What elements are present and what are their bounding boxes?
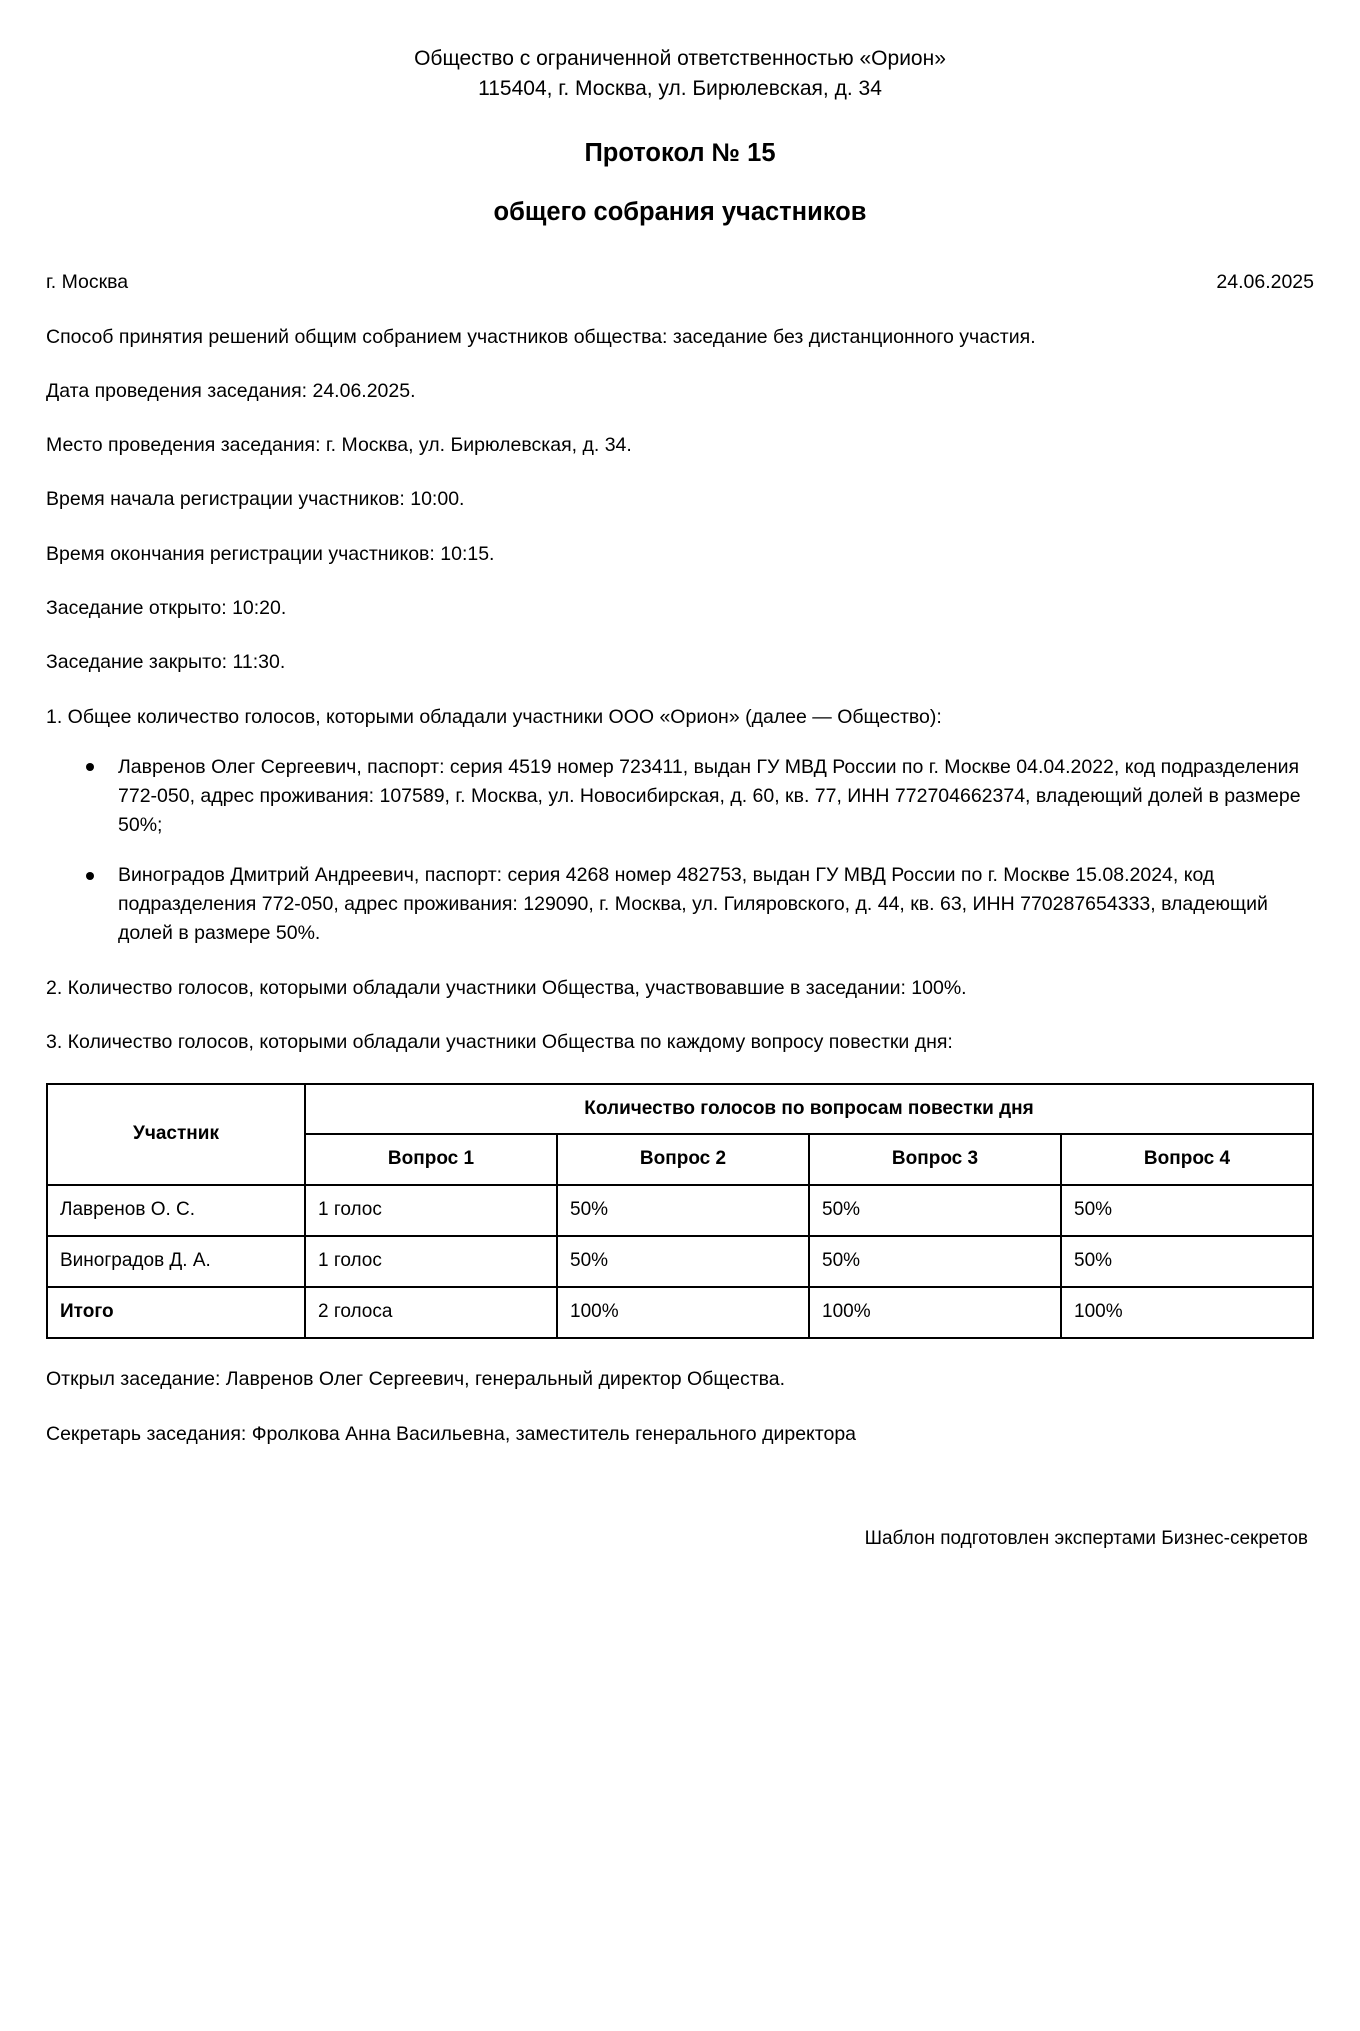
paragraph-opened-by: Открыл заседание: Лавренов Олег Сергеевич, генеральный директор Общества. [46, 1368, 786, 1391]
paragraph-item-2: 2. Количество голосов, которыми обладали участники Общества, участвовавшие в заседании: 100%. [46, 976, 967, 999]
cell-participant: Виноградов Д. А. [47, 1236, 305, 1287]
table-row-total [47, 1287, 1313, 1338]
table-row [47, 1236, 1313, 1287]
organization-address: 115404, г. Москва, ул. Бирюлевская, д. 34 [478, 76, 882, 100]
cell-q2: 50% [557, 1236, 809, 1287]
paragraph-session-opened: Заседание открыто: 10:20. [46, 597, 287, 620]
cell-q3: 50% [809, 1236, 1061, 1287]
paragraph-item-1: 1. Общее количество голосов, которыми обладали участники ООО «Орион» (далее — Общество): [46, 705, 942, 728]
cell-q4: 50% [1061, 1185, 1313, 1236]
document-subtitle: общего собрания участников [493, 198, 867, 227]
paragraph-meeting-place: Место проведения заседания: г. Москва, ул. Бирюлевская, д. 34. [46, 434, 632, 457]
cell-total-label: Итого [47, 1287, 305, 1338]
header-question-1: Вопрос 1 [305, 1134, 557, 1185]
member-details: Лавренов Олег Сергеевич, паспорт: серия 4519 номер 723411, выдан ГУ МВД России по г. Москве 04.04.2022, код подразделения 772-050, адрес проживания: 107589, г. Москва, ул. Новосибирская, д. 60, кв. 77, ИНН 772704662374, владеющий долей в размере 50%; [118, 755, 1301, 836]
header-question-2: Вопрос 2 [557, 1134, 809, 1185]
document-title: Протокол № 15 [584, 138, 776, 167]
bullet-icon [86, 763, 94, 771]
city-date-row [46, 269, 1314, 297]
votes-table [46, 1083, 1314, 1340]
cell-total-q1: 2 голоса [305, 1287, 557, 1338]
member-details: Виноградов Дмитрий Андреевич, паспорт: серия 4268 номер 482753, выдан ГУ МВД России по г. Москве 15.08.2024, код подразделения 772-050, адрес проживания: 129090, г. Москва, ул. Гиляровского, д. 44, кв. 63, ИНН 770287654333, владеющий долей в размере 50%. [118, 864, 1268, 945]
cell-total-q4: 100% [1061, 1287, 1313, 1338]
cell-total-q2: 100% [557, 1287, 809, 1338]
organization-name: Общество с ограниченной ответственностью «Орион» [414, 47, 946, 70]
city-label: г. Москва [46, 271, 129, 293]
cell-q2: 50% [557, 1185, 809, 1236]
paragraph-secretary: Секретарь заседания: Фролкова Анна Васильевна, заместитель генерального директора [46, 1422, 857, 1445]
bullet-icon [86, 872, 94, 880]
document-date: 24.06.2025 [1216, 271, 1314, 293]
members-list [46, 753, 1314, 948]
cell-q1: 1 голос [305, 1185, 557, 1236]
paragraph-item-3: 3. Количество голосов, которыми обладали участники Общества по каждому вопросу повестки дня: [46, 1031, 953, 1054]
cell-total-q3: 100% [809, 1287, 1061, 1338]
cell-q1: 1 голос [305, 1236, 557, 1287]
list-item [46, 861, 1314, 948]
table-header-row-group [47, 1084, 1313, 1135]
header-votes-group: Количество голосов по вопросам повестки дня [305, 1084, 1313, 1135]
paragraph-meeting-date: Дата проведения заседания: 24.06.2025. [46, 379, 416, 402]
header-question-4: Вопрос 4 [1061, 1134, 1313, 1185]
cell-q4: 50% [1061, 1236, 1313, 1287]
organization-header [46, 44, 1314, 104]
paragraph-session-closed: Заседание закрыто: 11:30. [46, 651, 286, 674]
header-question-3: Вопрос 3 [809, 1134, 1061, 1185]
cell-q3: 50% [809, 1185, 1061, 1236]
cell-participant: Лавренов О. С. [47, 1185, 305, 1236]
header-participant: Участник [47, 1084, 305, 1186]
table-row [47, 1185, 1313, 1236]
paragraph-decision-method: Способ принятия решений общим собранием участников общества: заседание без дистанционного участия. [46, 325, 1036, 348]
list-item [46, 753, 1314, 840]
paragraph-registration-start: Время начала регистрации участников: 10:00. [46, 488, 465, 511]
template-credit: Шаблон подготовлен экспертами Бизнес-секретов [864, 1527, 1308, 1549]
paragraph-registration-end: Время окончания регистрации участников: 10:15. [46, 542, 495, 565]
